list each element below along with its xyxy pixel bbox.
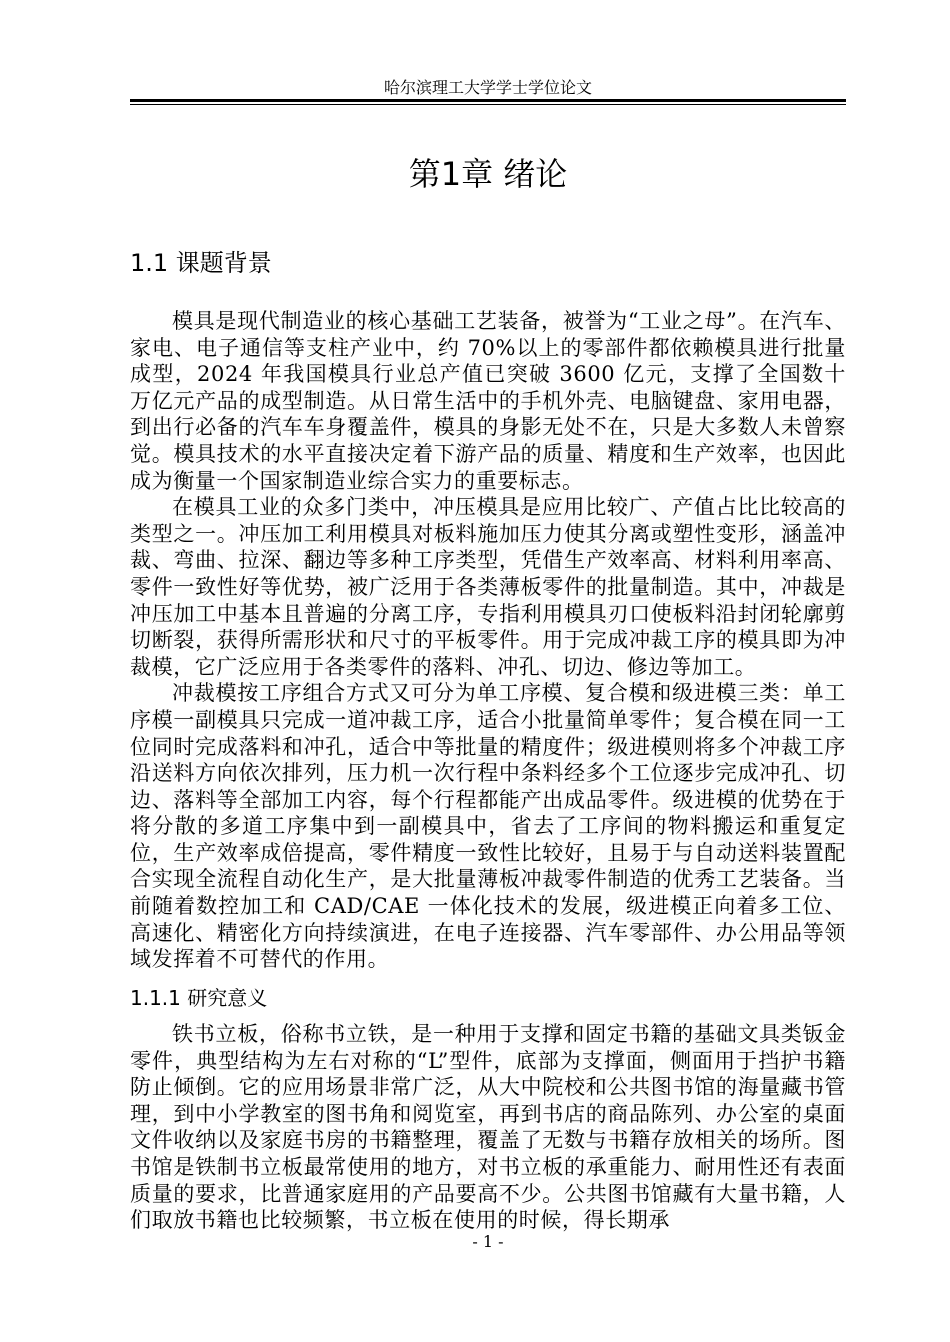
paragraph: 在模具工业的众多门类中，冲压模具是应用比较广、产值占比比较高的类型之一。冲压加工利用模具对板料施加压力使其分离或塑性变形，涵盖冲裁、弯曲、拉深、翻边等多种工序类型，凭借生产效率高、材料利用率高、零件一致性好等优势，被广泛用于各类薄板零件的批量制造。其中，冲裁是冲压加工中基本且普遍的分离工序，专指利用模具刃口使板料沿封闭轮廓剪切断裂，获得所需形状和尺寸的平板零件。用于完成冲裁工序的模具即为冲裁模，它广泛应用于各类零件的落料、冲孔、切边、修边等加工。: [130, 495, 846, 679]
paragraph: 铁书立板，俗称书立铁，是一种用于支撑和固定书籍的基础文具类钣金零件，典型结构为左右对称的“L”型件，底部为支撑面，侧面用于挡护书籍防止倾倒。它的应用场景非常广泛，从大中院校和公共图书馆的海量藏书管理，到中小学教室的图书角和阅览室，再到书店的商品陈列、办公室的桌面文件收纳以及家庭书房的书籍整理，覆盖了无数与书籍存放相关的场所。图书馆是铁制书立板最常使用的地方，对书立板的承重能力、耐用性还有表面质量的要求，比普通家庭用的产品要高不少。公共图书馆藏有大量书籍，人们取放书籍也比较频繁，书立板在使用的时候，得长期承: [130, 1022, 846, 1233]
section-title: 1.1 课题背景: [130, 249, 272, 277]
paragraph: 冲裁模按工序组合方式又可分为单工序模、复合模和级进模三类：单工序模一副模具只完成一道冲裁工序，适合小批量简单零件；复合模在同一工位同时完成落料和冲孔，适合中等批量的精度件；级进模则将多个冲裁工序沿送料方向依次排列，压力机一次行程中条料经多个工位逐步完成冲孔、切边、落料等全部加工内容，每个行程都能产出成品零件。级进模的优势在于将分散的多道工序集中到一副模具中，省去了工序间的物料搬运和重复定位，生产效率成倍提高，零件精度一致性比较好，且易于与自动送料装置配合实现全流程自动化生产，是大批量薄板冲裁零件制造的优秀工艺装备。当前随着数控加工和 CAD/CAE 一体化技术的发展，级进模正向着多工位、高速化、精密化方向持续演进，在电子连接器、汽车零部件、办公用品等领域发挥着不可替代的作用。: [130, 681, 847, 972]
section-body: [130, 308, 846, 973]
chapter-title: 第1章 绪论: [408, 155, 568, 193]
page-header: 哈尔滨理工大学学士学位论文: [383, 78, 592, 97]
subsection-title: 1.1.1 研究意义: [130, 986, 268, 1010]
header-rule-thin: [130, 104, 846, 105]
header-rule-thick: [130, 99, 846, 102]
subsection-body: [130, 1021, 846, 1234]
page-number: - 1 -: [472, 1232, 504, 1251]
paragraph: 模具是现代制造业的核心基础工艺装备，被誉为“工业之母”。在汽车、家电、电子通信等支柱产业中，约 70%以上的零部件都依赖模具进行批量成型，2024 年我国模具行业总产值已突破 3600 亿元，支撑了全国数十万亿元产品的成型制造。从日常生活中的手机外壳、电脑键盘、家用电器，到出行必备的汽车车身覆盖件，模具的身影无处不在，只是大多数人未曾察觉。模具技术的水平直接决定着下游产品的质量、精度和生产效率，也因此成为衡量一个国家制造业综合实力的重要标志。: [130, 309, 846, 493]
